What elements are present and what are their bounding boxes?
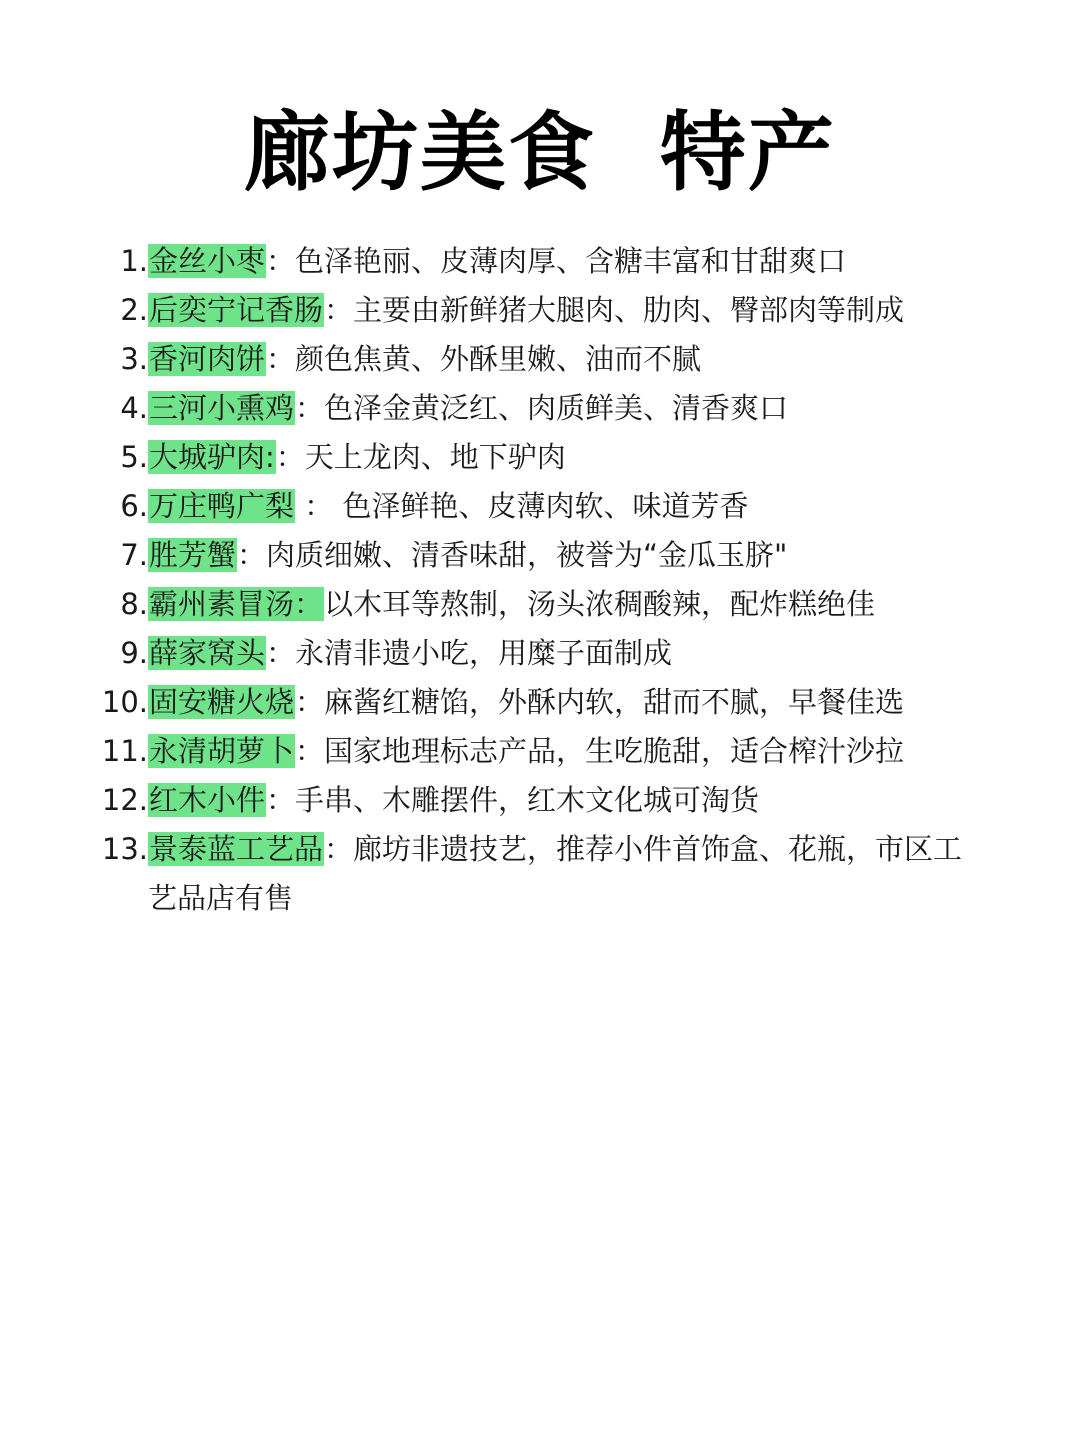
item-number: 1. [120, 244, 148, 278]
item-name-highlight: 万庄鸭广梨 [149, 489, 295, 523]
item-name-highlight: 三河小熏鸡 [149, 391, 295, 425]
list-item [100, 776, 980, 825]
page-title: 廊坊美食 特产 [244, 103, 836, 203]
list-item [100, 727, 980, 776]
list-item [100, 531, 980, 580]
item-content [148, 825, 980, 923]
item-name-highlight: 永清胡萝卜 [149, 734, 295, 768]
item-description: ：廊坊非遗技艺，推荐小件首饰盒、花瓶，市区工艺品店有售 [148, 832, 963, 915]
item-content [148, 384, 980, 433]
item-content [148, 531, 980, 580]
item-number: 6. [120, 489, 148, 523]
item-name-highlight: 固安糖火烧 [149, 685, 295, 719]
item-description: ：国家地理标志产品，生吃脆甜，适合榨汁沙拉 [295, 734, 905, 768]
item-number: 4. [120, 391, 148, 425]
list-item [100, 384, 980, 433]
item-number: 13. [101, 832, 148, 866]
item-content [148, 678, 980, 727]
list-item [100, 678, 980, 727]
item-name-highlight: 金丝小枣 [149, 244, 266, 278]
item-number: 10. [101, 685, 148, 719]
item-description: ：色泽艳丽、皮薄肉厚、含糖丰富和甘甜爽口 [266, 244, 847, 278]
item-number: 12. [101, 783, 148, 817]
item-content [148, 237, 980, 286]
item-description: ：麻酱红糖馅，外酥内软，甜而不腻，早餐佳选 [295, 685, 905, 719]
list-item [100, 237, 980, 286]
list-item [100, 433, 980, 482]
specialty-list [100, 237, 980, 923]
item-description: 以木耳等熬制，汤头浓稠酸辣，配炸糕绝佳 [324, 587, 876, 621]
item-number: 11. [101, 734, 148, 768]
list-item [100, 286, 980, 335]
item-number: 8. [120, 587, 148, 621]
item-content [148, 629, 980, 678]
item-name-highlight: 大城驴肉: [149, 440, 275, 474]
item-name-highlight: 霸州素冒汤： [149, 587, 324, 621]
list-item [100, 580, 980, 629]
item-number: 5. [120, 440, 148, 474]
item-content [148, 580, 980, 629]
item-content [148, 286, 980, 335]
item-content [148, 776, 980, 825]
item-description: ：手串、木雕摆件，红木文化城可淘货 [266, 783, 760, 817]
item-number: 3. [120, 342, 148, 376]
item-name-highlight: 后奕宁记香肠 [149, 293, 324, 327]
item-description: ：颜色焦黄、外酥里嫩、油而不腻 [266, 342, 702, 376]
item-number: 9. [120, 636, 148, 670]
item-name-highlight: 薛家窝头 [149, 636, 266, 670]
item-description: ：主要由新鲜猪大腿肉、肋肉、臀部肉等制成 [324, 293, 905, 327]
item-description: ：肉质细嫩、清香味甜，被誉为“金瓜玉脐" [237, 538, 788, 572]
item-name-highlight: 红木小件 [149, 783, 266, 817]
list-item [100, 335, 980, 384]
list-item [100, 482, 980, 531]
list-item [100, 825, 980, 923]
item-description: ：色泽金黄泛红、肉质鲜美、清香爽口 [295, 391, 789, 425]
item-description: ： 色泽鲜艳、皮薄肉软、味道芳香 [295, 489, 749, 523]
item-content [148, 433, 980, 482]
item-content [148, 335, 980, 384]
item-number: 7. [120, 538, 148, 572]
item-description: ：天上龙肉、地下驴肉 [275, 440, 566, 474]
list-item [100, 629, 980, 678]
item-name-highlight: 景泰蓝工艺品 [149, 832, 324, 866]
item-name-highlight: 香河肉饼 [149, 342, 266, 376]
item-content [148, 727, 980, 776]
item-description: ：永清非遗小吃，用糜子面制成 [266, 636, 673, 670]
item-name-highlight: 胜芳蟹 [149, 538, 237, 572]
item-number: 2. [120, 293, 148, 327]
item-content [148, 482, 980, 531]
